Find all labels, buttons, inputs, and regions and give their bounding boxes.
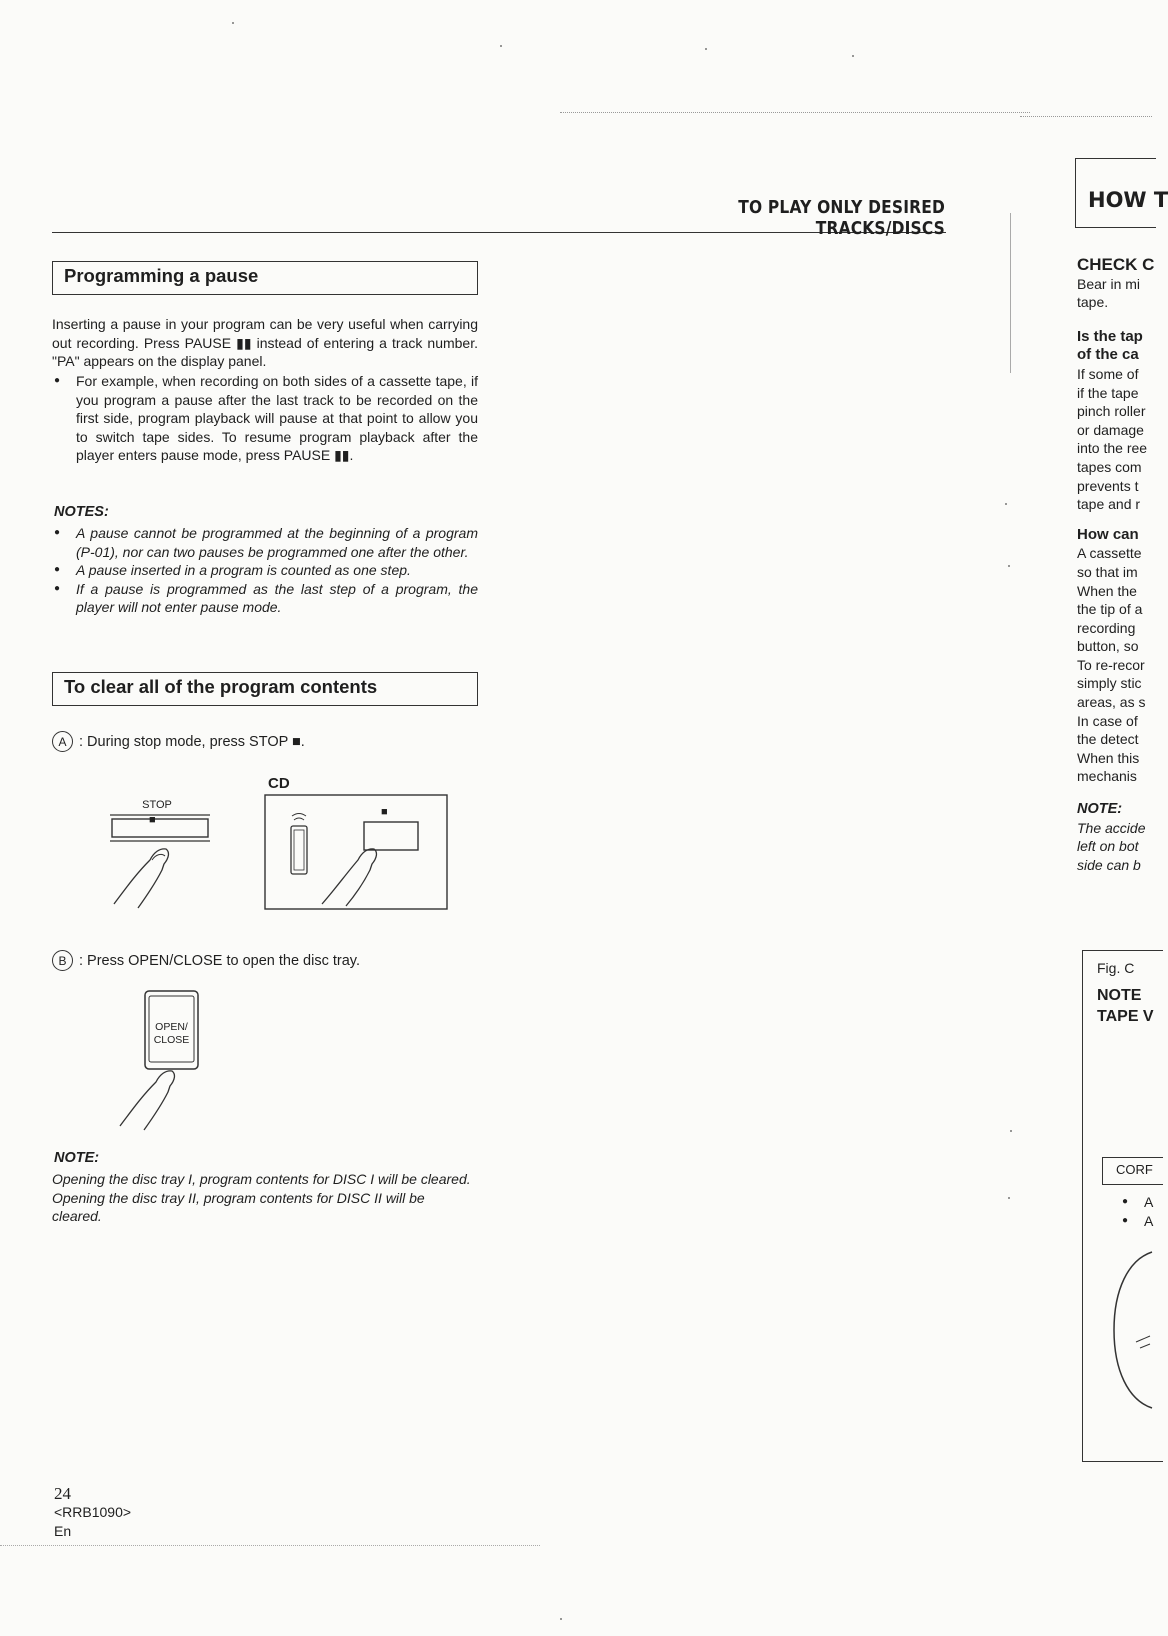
fig-c-title — [1097, 985, 1154, 1027]
step-b-text: : Press OPEN/CLOSE to open the disc tray. — [79, 952, 360, 969]
step-a-text: : During stop mode, press STOP ■. — [79, 733, 305, 750]
page-number: 24 — [54, 1484, 71, 1503]
scan-speck — [1005, 503, 1007, 505]
q2-body-line: areas, as s — [1077, 694, 1146, 711]
q2-body-line: recording — [1077, 619, 1136, 636]
q2-body-line: In case of — [1077, 712, 1138, 729]
pause-note-item: ● If a pause is programmed as the last step of a program, the player will not enter pause mode. — [52, 580, 478, 617]
q2-body-line: mechanis — [1077, 768, 1137, 785]
clear-note-line: Opening the disc tray I, program contents for DISC I will be cleared. — [52, 1171, 471, 1187]
page-gutter-rule — [1010, 213, 1011, 373]
q2-body-line: When this — [1077, 749, 1140, 766]
q2-heading: How can — [1077, 525, 1139, 543]
cd-panel-figure — [264, 794, 448, 910]
pause-notes-list — [52, 524, 478, 617]
q1-body-line: if the tape — [1077, 384, 1139, 401]
scan-speck — [560, 1618, 562, 1620]
step-a — [52, 731, 305, 752]
q1-body-line: If some of — [1077, 365, 1139, 382]
scan-dotted-line — [560, 112, 1030, 113]
q1-heading-line: of the ca — [1077, 346, 1139, 364]
q1-body-line: or damage — [1077, 421, 1144, 438]
clear-note-body — [52, 1170, 478, 1226]
scan-dotted-line — [1020, 116, 1152, 117]
page-footer — [54, 1484, 131, 1541]
pause-note-item: ● A pause inserted in a program is counted as one step. — [52, 561, 478, 580]
doc-code: <RRB1090> — [54, 1504, 132, 1520]
clear-note-heading: NOTE: — [54, 1150, 100, 1166]
pause-bullet-list — [52, 372, 478, 465]
right-page-column — [1077, 255, 1155, 874]
check-line: tape. — [1077, 294, 1109, 311]
close-label: CLOSE — [153, 1034, 190, 1046]
q1-body-line: prevents t — [1077, 477, 1139, 494]
fig-c-reel-outline — [1110, 1250, 1152, 1410]
open-label: OPEN/ — [155, 1021, 188, 1033]
q2-body-line: simply stic — [1077, 675, 1142, 692]
q2-body-line: the detect — [1077, 731, 1139, 748]
step-b — [52, 950, 360, 971]
q2-body-line: A cassette — [1077, 545, 1142, 562]
step-b-marker: B — [52, 950, 73, 971]
scan-speck — [1008, 1197, 1010, 1199]
scan-speck — [232, 22, 234, 24]
q1-body-line: into the ree — [1077, 440, 1148, 457]
fig-c-bullet: ● A — [1120, 1193, 1160, 1212]
scan-dotted-line — [0, 1545, 540, 1546]
fig-c-title-line: TAPE V — [1097, 1008, 1154, 1025]
open-close-label — [149, 1021, 194, 1047]
q1-body-line: tapes com — [1077, 458, 1142, 475]
check-line: Bear in mi — [1077, 275, 1141, 292]
q2-body-line: the tip of a — [1077, 601, 1143, 618]
scan-speck — [1008, 565, 1010, 567]
pause-notes-heading: NOTES: — [54, 504, 109, 520]
step-a-marker: A — [52, 731, 73, 752]
fig-c-tab-label: CORF — [1116, 1162, 1153, 1177]
pause-bullet-item: ● For example, when recording on both sides of a cassette tape, if you program a pause after the last track to be recorded on the first side, program playback will pause at that point to allow you to switch tape sides. To resume program playback after the player enters pause mode, press PAUSE ▮▮. — [52, 372, 478, 465]
right-note-line: The accide — [1077, 819, 1146, 836]
check-heading: CHECK C — [1077, 255, 1155, 274]
cd-stop-square-icon: ■ — [381, 806, 388, 818]
fig-c-title-line: NOTE — [1097, 987, 1142, 1004]
q2-body-line: To re-recor — [1077, 656, 1145, 673]
right-note-heading: NOTE: — [1077, 801, 1123, 818]
pause-intro-text: Inserting a pause in your program can be very useful when carrying out recording. Press PAUSE ▮▮ instead of entering a track number. "PA" appears on the display panel. — [52, 316, 478, 370]
fig-c-bullet: ● A — [1120, 1212, 1160, 1231]
pause-section-title: Programming a pause — [52, 261, 478, 295]
stop-button-figure — [108, 812, 212, 924]
fig-c-bullets — [1120, 1193, 1160, 1230]
open-close-button-figure — [112, 988, 212, 1128]
scan-speck — [500, 45, 502, 47]
stop-square-icon: ■ — [149, 814, 156, 826]
scan-speck — [705, 48, 707, 50]
section-header-title: TO PLAY ONLY DESIRED TRACKS/DISCS — [738, 197, 945, 239]
q2-body-line: so that im — [1077, 563, 1138, 580]
right-note-line: left on bot — [1077, 838, 1139, 855]
right-note-line: side can b — [1077, 856, 1141, 873]
q1-heading-line: Is the tap — [1077, 327, 1143, 345]
pause-note-item: ● A pause cannot be programmed at the beginning of a program (P-01), nor can two pauses be programmed one after the other. — [52, 524, 478, 561]
q2-body-line: button, so — [1077, 638, 1139, 655]
q1-body-line: pinch roller — [1077, 403, 1146, 420]
fig-stop-label: STOP — [142, 799, 172, 811]
scan-speck — [1010, 1130, 1012, 1132]
fig-cd-label: CD — [268, 775, 290, 792]
right-page-title: HOW T — [1088, 188, 1168, 212]
q1-body-line: tape and r — [1077, 496, 1141, 513]
clear-section-title: To clear all of the program contents — [52, 672, 478, 706]
clear-note-line: Opening the disc tray II, program contents for DISC II will be cleared. — [52, 1189, 425, 1225]
fig-c-label: Fig. C — [1097, 960, 1135, 976]
scan-speck — [852, 55, 854, 57]
language-code: En — [54, 1523, 72, 1539]
q2-body-line: When the — [1077, 582, 1137, 599]
